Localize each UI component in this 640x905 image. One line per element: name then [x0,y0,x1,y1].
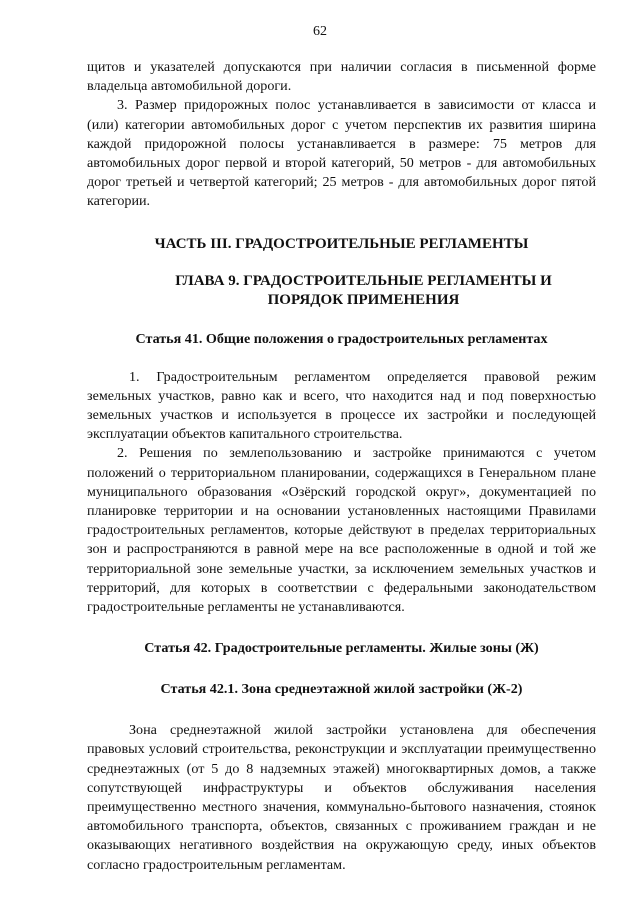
article-42-heading: Статья 42. Градостроительные регламенты. Жилые зоны (Ж) [144,640,539,657]
article-42-1-heading: Статья 42.1. Зона среднеэтажной жилой застройки (Ж-2) [160,681,523,698]
article-41-paragraph-2: 2. Решения по землепользованию и застройке принимаются с учетом положений о территориальном планировании, содержащихся в Генеральном плане муниципального образования «Озёрский городской округ», документацией по планировке территории и на основании установленных настоящими Правилами градостроительных регламентов, которые действуют в пределах территориальных зон и распространяются в равной мере на все расположенные в одной и той же территориальной зоне земельные участки, за исключением земельных участков и территорий, для которых в соответствии с федеральными законодательством градостроительные регламенты не устанавливаются. [87,445,596,616]
paragraph-roadside-strips: 3. Размер придорожных полос устанавливается в зависимости от класса и (или) категории автомобильных дорог с учетом перспектив их развития ширина каждой придорожной полосы устанавливается в размере: 75 метров для автомобильных дорог первой и второй категорий, 50 метров - для автомобильных дорог третьей и четвертой категорий; 25 метров - для автомобильных дорог пятой категории. [87,97,596,210]
paragraph-continued: щитов и указателей допускаются при наличии согласия в письменной форме владельца автомобильной дороги. [87,59,596,95]
article-41-paragraph-1: 1. Градостроительным регламентом определяется правовой режим земельных участков, равно как и всего, что находится над и под поверхностью земельных участков и используется в процессе их застройки и последующей эксплуатации объектов капитального строительства. [87,368,596,443]
article-42-1-paragraph-1: Зона среднеэтажной жилой застройки установлена для обеспечения правовых условий строительства, реконструкции и эксплуатации преимущественно среднеэтажных (от 5 до 8 надземных этажей) многоквартирных домов, а также сопутствующей инфраструктуры и объектов обслуживания населения преимущественно местного значения, коммунально-бытового назначения, стоянок автомобильного транспорта, объектов, связанных с проживанием граждан и не оказывающих негативного воздействия на окружающую среду, иных объектов согласно градостроительным регламентам. [87,722,596,873]
part-heading: ЧАСТЬ III. ГРАДОСТРОИТЕЛЬНЫЕ РЕГЛАМЕНТЫ [154,235,529,252]
chapter-heading: ГЛАВА 9. ГРАДОСТРОИТЕЛЬНЫЕ РЕГЛАМЕНТЫ И ПОРЯДОК ПРИМЕНЕНИЯ [175,272,552,308]
page-number: 62 [313,24,327,39]
article-41-heading: Статья 41. Общие положения о градостроительных регламентах [135,330,548,347]
page-content [87,58,596,875]
